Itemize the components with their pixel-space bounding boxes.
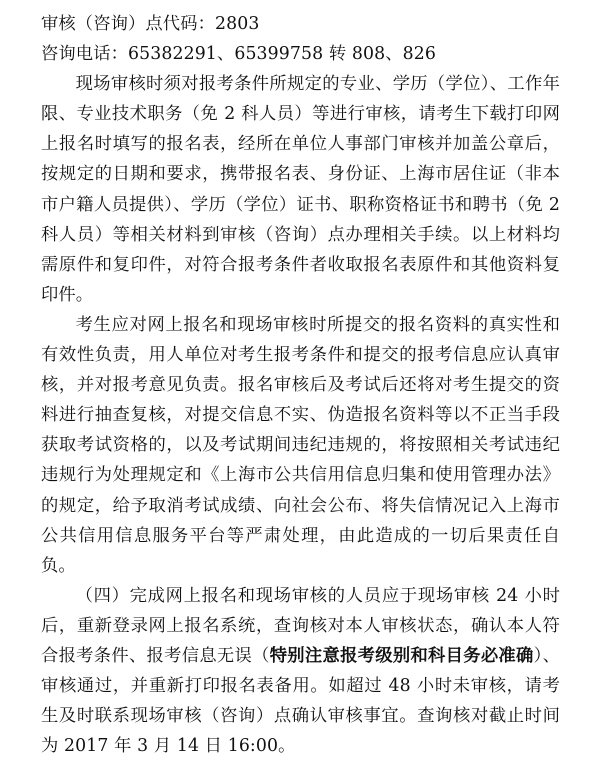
section-four-text-end: ）、审核通过，并重新打印报名表备用。如超过 48 小时未审核，请考生及时联系现场审核（咨询）点确认审核事宜。查询核对截止时间为 2017 年 3 月 14 日 16:00。 [41,645,560,757]
section-four-text-start: （四）完成网上报名和现场审核的人员应于现场审核 24 小时后，重新登录网上报名系统，查询核对本人审核状态，确认本人符合报考条件、报考信息无误（ [41,585,560,666]
paragraph-review-requirements: 现场审核时须对报考条件所规定的专业、学历（学位）、工作年限、专业技术职务（免 2 科人员）等进行审核，请考生下载打印网上报名时填写的报名表，经所在单位人事部门审核并加盖公章后，按规定的日期和要求，携带报名表、身份证、上海市居住证（非本市户籍人员提供）、学历（学位）证书、职称资格证书和聘书（免 2 科人员）等相关材料到审核（咨询）点办理相关手续。以上材料均需原件和复印件，对符合报考条件者收取报名表原件和其他资料复印件。 [41,74,560,305]
paragraph-candidate-responsibility: 考生应对网上报名和现场审核时所提交的报名资料的真实性和有效性负责，用人单位对考生报考条件和提交的报考信息应认真审核，并对报考意见负责。报名审核后及考试后还将对考生提交的资料进行抽查复核，对提交信息不实、伪造报名资料等以不正当手段获取考试资格的，以及考试期间违纪违规的，将按照相关考试违纪违规行为处理规定和《上海市公共信用信息归集和使用管理办法》的规定，给予取消考试成绩、向社会公布、将失信情况记入上海市公共信用信息服务平台等严肃处理，由此造成的一切后果责任自负。 [41,314,560,576]
point-code-line: 审核（咨询）点代码：2803 [41,14,260,34]
paragraph-section-four [41,581,560,762]
phone-line: 咨询电话：65382291、65399758 转 808、826 [41,44,436,65]
section-four-bold-note: 特别注意报考级别和科目务必准确 [269,645,534,666]
